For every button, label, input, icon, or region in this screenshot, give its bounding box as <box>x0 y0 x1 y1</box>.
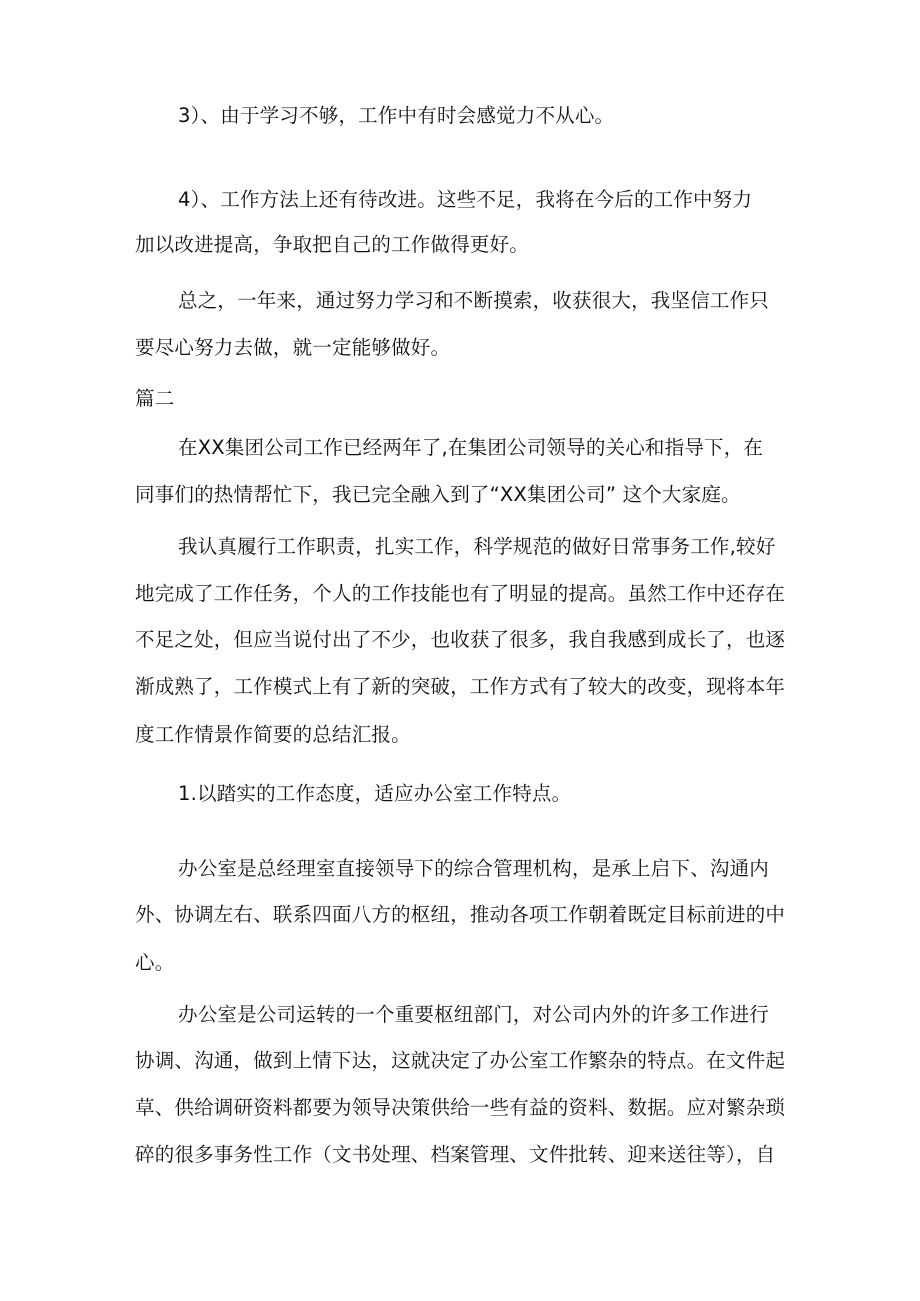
text-line <box>0 945 920 981</box>
line-text: 同事们的热情帮忙下，我已完全融入到了“XX集团公司” 这个大家庭。 <box>135 483 741 506</box>
line-text: 渐成熟了，工作模式上有了新的突破，工作方式有了较大的改变，现将本年 <box>135 675 786 698</box>
text-line <box>0 576 920 612</box>
text-line <box>0 851 920 887</box>
text-line <box>0 897 920 933</box>
line-text: 3）、由于学习不够，工作中有时会感觉力不从心。 <box>178 104 615 127</box>
line-text: 篇二 <box>135 387 175 410</box>
line-text: 加以改进提高，争取把自己的工作做得更好。 <box>135 233 530 256</box>
text-line <box>0 430 920 466</box>
line-text: 不足之处，但应当说付出了不少，也收获了很多，我自我感到成长了，也逐 <box>135 628 786 651</box>
text-line <box>0 283 920 319</box>
text-line <box>0 776 920 812</box>
text-line <box>0 529 920 565</box>
line-text: 总之，一年来，通过努力学习和不断摸索，收获很大，我坚信工作只 <box>178 289 770 312</box>
line-text: 办公室是公司运转的一个重要枢纽部门，对公司内外的许多工作进行 <box>178 1003 770 1026</box>
text-line <box>0 227 920 263</box>
text-line <box>0 1043 920 1079</box>
line-text: 碎的很多事务性工作（文书处理、档案管理、文件批转、迎来送往等），自 <box>135 1143 776 1166</box>
line-text: 外、协调左右、联系四面八方的枢纽，推动各项工作朝着既定目标前进的中 <box>135 903 786 926</box>
text-line <box>0 1137 920 1173</box>
section-heading <box>0 381 920 417</box>
text-line <box>0 330 920 366</box>
line-text: 我认真履行工作职责，扎实工作，科学规范的做好日常事务工作,较好 <box>178 535 776 558</box>
line-text: 4）、工作方法上还有待改进。这些不足，我将在今后的工作中努力 <box>178 188 753 211</box>
line-text: 要尽心努力去做，就一定能够做好。 <box>135 336 451 359</box>
text-line <box>0 477 920 513</box>
line-text: 心。 <box>135 951 175 974</box>
line-text: 协调、沟通，做到上情下达，这就决定了办公室工作繁杂的特点。在文件起 <box>135 1049 786 1072</box>
text-line <box>0 997 920 1033</box>
text-line <box>0 182 920 218</box>
line-text: 地完成了工作任务，个人的工作技能也有了明显的提高。虽然工作中还存在 <box>135 582 786 605</box>
line-text: 办公室是总经理室直接领导下的综合管理机构，是承上启下、沟通内 <box>178 857 770 880</box>
text-line <box>0 717 920 753</box>
line-text: 1.以踏实的工作态度，适应办公室工作特点。 <box>178 782 572 805</box>
text-line <box>0 622 920 658</box>
text-line <box>0 98 920 134</box>
text-line <box>0 1090 920 1126</box>
line-text: 在XX集团公司工作已经两年了,在集团公司领导的关心和指导下，在 <box>178 436 764 459</box>
text-line <box>0 669 920 705</box>
line-text: 草、供给调研资料都要为领导决策供给一些有益的资料、数据。应对繁杂琐 <box>135 1096 786 1119</box>
line-text: 度工作情景作简要的总结汇报。 <box>135 723 411 746</box>
